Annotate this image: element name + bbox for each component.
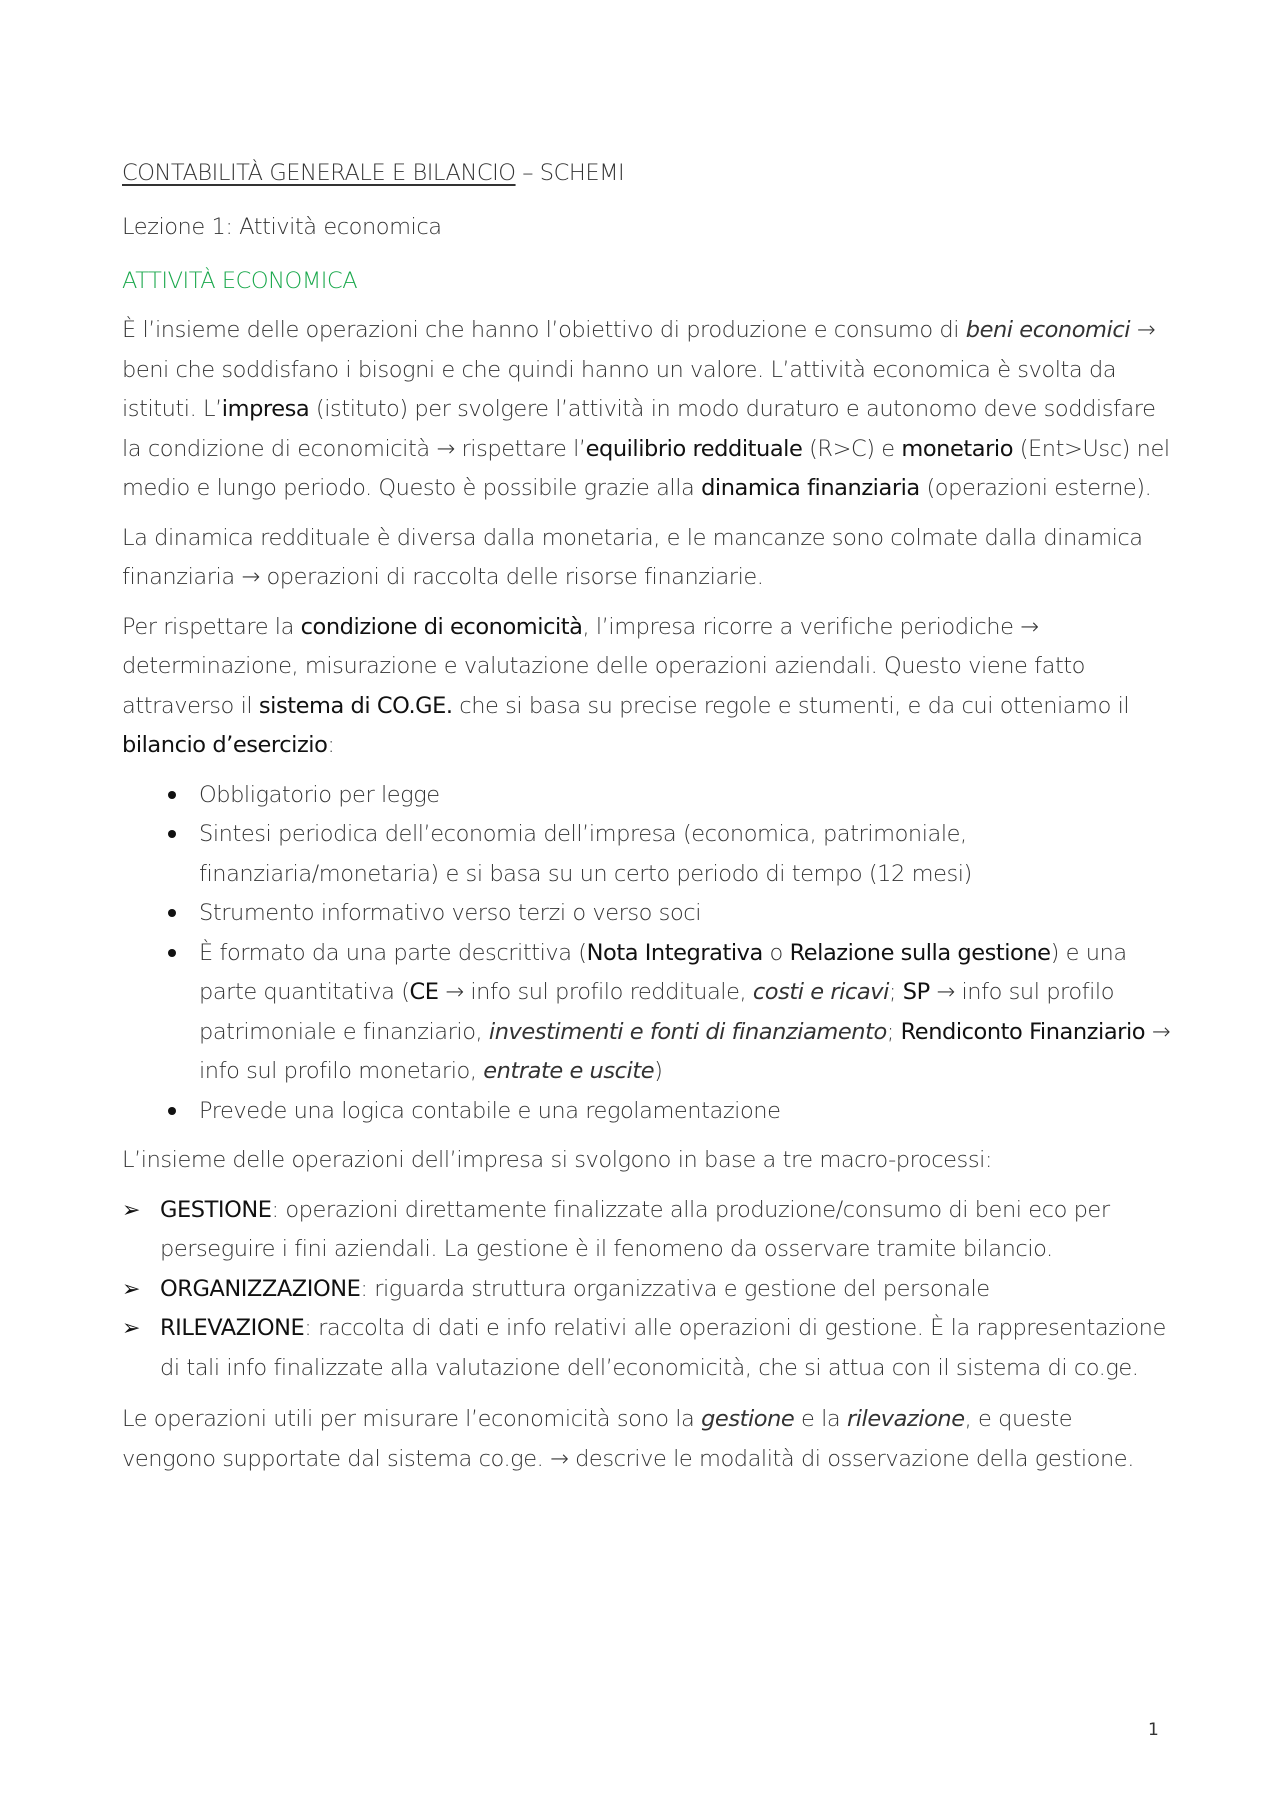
processes-list <box>122 1191 1172 1389</box>
list-item <box>122 1270 1172 1310</box>
document-title <box>122 154 1172 194</box>
bold-text: SP <box>902 979 930 1005</box>
text: → info sul profilo monetario, <box>199 1018 1171 1084</box>
process-name: RILEVAZIONE <box>160 1315 305 1341</box>
list-item <box>122 776 1172 816</box>
text: (Ent>Usc) nel medio e lungo periodo. Questo è possibile grazie alla <box>122 435 1170 501</box>
text: (istituto) per svolgere l’attività in modo duraturo e autonomo deve soddisfare la condizione di economicità → rispettare l’ <box>122 396 1156 462</box>
bilancio-bullet-list <box>122 776 1172 1132</box>
bold-text: sistema di CO.GE. <box>258 692 453 719</box>
bold-text: bilancio d’esercizio <box>122 732 328 758</box>
process-name: ORGANIZZAZIONE <box>160 1275 361 1302</box>
paragraph-intro <box>122 311 1172 509</box>
process-name: GESTIONE <box>160 1196 272 1223</box>
bold-text: Nota Integrativa <box>586 939 763 966</box>
process-description: : raccolta di dati e info relativi alle operazioni di gestione. È la rappresentazione di tali info finalizzate alla valutazione dell’economicità, che si attua con il sistema di co.ge. <box>160 1315 1166 1381</box>
process-description: : riguarda struttura organizzativa e gestione del personale <box>360 1275 990 1302</box>
title-underlined: CONTABILITÀ GENERALE E BILANCIO <box>122 160 516 186</box>
text: : <box>327 732 335 758</box>
arrow-bullet-icon: ➢ <box>122 1316 140 1341</box>
arrow-bullet-icon: ➢ <box>122 1197 140 1223</box>
bold-text: condizione di economicità <box>300 613 583 640</box>
bullet-icon <box>168 791 176 799</box>
title-rest: – SCHEMI <box>515 160 625 186</box>
text: Le operazioni utili per misurare l’economicità sono la <box>122 1406 702 1432</box>
bullet-icon <box>168 909 176 917</box>
bold-text: Rendiconto Finanziario <box>900 1018 1146 1045</box>
text: ; <box>886 1018 901 1045</box>
page-number: 1 <box>1148 1720 1159 1740</box>
italic-text: costi e ricavi <box>752 979 889 1005</box>
italic-text: investimenti e fonti di finanziamento <box>488 1018 887 1045</box>
paragraph-macro-processi: L’insieme delle operazioni dell’impresa si svolgono in base a tre macro-processi: <box>122 1147 993 1173</box>
list-item <box>122 1191 1172 1270</box>
list-item-text: Obbligatorio per legge <box>199 781 440 808</box>
bullet-icon <box>168 830 176 838</box>
bold-text: dinamica finanziaria <box>701 475 920 501</box>
text: ) e una parte quantitativa ( <box>199 939 1127 1005</box>
italic-text: entrate e uscite <box>483 1058 655 1084</box>
list-item <box>122 934 1172 1092</box>
text: → beni che soddisfano i bisogni e che quindi hanno un valore. L’attività economica è svolta da istituti. L’ <box>122 317 1156 422</box>
text: Per rispettare la <box>122 613 301 640</box>
text: , e queste vengono supportate dal sistema co.ge. → descrive le modalità di osservazione della gestione. <box>122 1406 1134 1472</box>
page-content <box>122 154 1172 1489</box>
italic-text: beni economici <box>965 317 1131 343</box>
text: È formato da una parte descrittiva ( <box>199 939 587 966</box>
text: e la <box>794 1406 847 1432</box>
italic-text: rilevazione <box>846 1406 965 1432</box>
text: , l’impresa ricorre a verifiche periodiche → determinazione, misurazione e valutazione delle operazioni aziendali. Questo viene fatto attraverso il <box>122 613 1086 719</box>
bold-text: Relazione sulla gestione <box>789 939 1051 966</box>
list-item-text: Sintesi periodica dell’economia dell’impresa (economica, patrimoniale, finanziaria/monetaria) e si basa su un certo periodo di tempo (12 mesi) <box>199 821 972 887</box>
list-item-text: Prevede una logica contabile e una regolamentazione <box>199 1097 781 1124</box>
paragraph-dinamica: La dinamica reddituale è diversa dalla monetaria, e le mancanze sono colmate dalla dinamica finanziaria → operazioni di raccolta delle risorse finanziarie. <box>122 524 1143 590</box>
bold-text: equilibrio reddituale <box>585 435 803 462</box>
text: → info sul profilo reddituale, <box>438 979 753 1005</box>
section-heading: ATTIVITÀ ECONOMICA <box>122 267 358 294</box>
text: che si basa su precise regole e stumenti, e da cui otteniamo il <box>452 692 1130 719</box>
text: (R>C) e <box>802 435 902 462</box>
italic-text: gestione <box>701 1406 795 1432</box>
text: o <box>762 939 790 966</box>
bold-text: impresa <box>221 396 310 422</box>
bullet-icon <box>168 949 176 957</box>
list-item <box>122 815 1172 894</box>
list-item <box>122 1092 1172 1132</box>
list-item <box>122 894 1172 934</box>
bold-text: monetario <box>901 435 1014 462</box>
text: ) <box>654 1058 663 1084</box>
list-item <box>122 1309 1172 1388</box>
bold-text: CE <box>409 979 439 1005</box>
bullet-icon <box>168 1107 176 1115</box>
paragraph-economicita <box>122 608 1172 766</box>
paragraph-conclusion <box>122 1400 1172 1479</box>
lesson-label: Lezione 1: Attività economica <box>122 214 442 240</box>
text: È l’insieme delle operazioni che hanno l’obiettivo di produzione e consumo di <box>122 317 966 343</box>
list-item-text: Strumento informativo verso terzi o verso soci <box>199 900 701 926</box>
process-description: : operazioni direttamente finalizzate alla produzione/consumo di beni eco per perseguire i fini aziendali. La gestione è il fenomeno da osservare tramite bilancio. <box>160 1196 1110 1262</box>
arrow-bullet-icon: ➢ <box>122 1276 140 1302</box>
text: (operazioni esterne). <box>919 475 1152 501</box>
text: → info sul profilo patrimoniale e finanziario, <box>199 979 1115 1045</box>
text: ; <box>888 979 903 1005</box>
